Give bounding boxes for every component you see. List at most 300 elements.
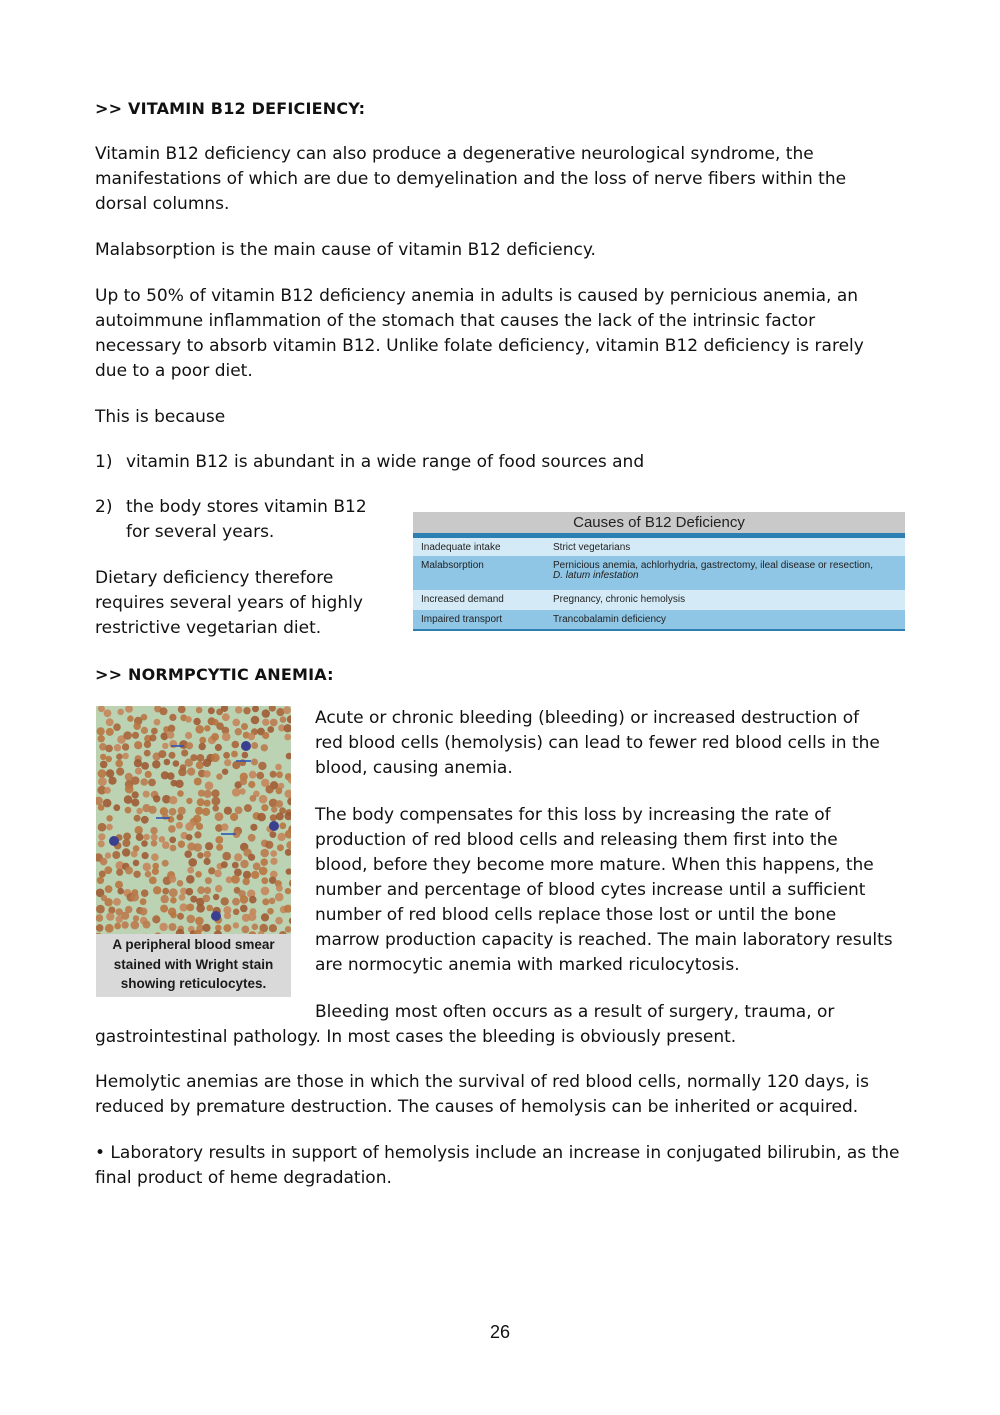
red-blood-cell xyxy=(277,833,285,841)
red-blood-cell xyxy=(106,728,114,736)
red-blood-cell xyxy=(134,815,141,822)
red-blood-cell xyxy=(248,781,255,788)
stained-cell xyxy=(109,836,119,846)
red-blood-cell xyxy=(260,858,268,866)
red-blood-cell xyxy=(251,871,259,879)
red-blood-cell xyxy=(251,759,258,766)
red-blood-cell xyxy=(100,754,106,760)
red-blood-cell xyxy=(158,750,166,758)
red-blood-cell xyxy=(195,871,202,878)
red-blood-cell xyxy=(169,875,176,882)
text-line: blood, causing anemia. xyxy=(315,758,513,778)
red-blood-cell xyxy=(194,831,201,838)
red-blood-cell xyxy=(222,769,228,775)
red-blood-cell xyxy=(161,895,169,903)
red-blood-cell xyxy=(113,898,121,906)
red-blood-cell xyxy=(164,759,171,766)
red-blood-cell xyxy=(132,732,139,739)
red-blood-cell xyxy=(215,744,222,751)
paragraph-b12-malabsorption: Malabsorption is the main cause of vitamin B12 deficiency. xyxy=(95,240,596,260)
red-blood-cell xyxy=(215,836,223,844)
red-blood-cell xyxy=(162,888,169,895)
list-number: 2) xyxy=(95,497,113,517)
red-blood-cell xyxy=(185,716,192,723)
red-blood-cell xyxy=(175,780,183,788)
red-blood-cell xyxy=(162,841,170,849)
red-blood-cell xyxy=(117,888,124,895)
red-blood-cell xyxy=(125,807,132,814)
red-blood-cell xyxy=(276,812,284,820)
red-blood-cell xyxy=(186,742,193,749)
red-blood-cell xyxy=(211,733,219,741)
red-blood-cell xyxy=(169,808,177,816)
red-blood-cell xyxy=(97,877,104,884)
table-row xyxy=(413,556,905,590)
red-blood-cell xyxy=(105,924,114,933)
table-cell-cause: Impaired transport xyxy=(421,614,503,625)
red-blood-cell xyxy=(114,744,121,751)
red-blood-cell xyxy=(125,867,133,875)
list-number: 1) xyxy=(95,452,113,472)
red-blood-cell xyxy=(277,844,284,851)
red-blood-cell xyxy=(240,860,248,868)
red-blood-cell xyxy=(114,923,121,930)
red-blood-cell xyxy=(123,731,132,740)
table-cell-cause: Inadequate intake xyxy=(421,542,501,553)
text-line: restrictive vegetarian diet. xyxy=(95,618,322,638)
paragraph-dietary-deficiency xyxy=(95,566,395,641)
list-text: vitamin B12 is abundant in a wide range of food sources and xyxy=(126,452,645,472)
caption-line: A peripheral blood smear xyxy=(112,937,275,952)
red-blood-cell xyxy=(179,894,186,901)
red-blood-cell xyxy=(108,777,116,785)
red-blood-cell xyxy=(150,827,157,834)
red-blood-cell xyxy=(248,854,255,861)
red-blood-cell xyxy=(151,728,158,735)
red-blood-cell xyxy=(205,781,214,790)
text-line: Dietary deficiency therefore xyxy=(95,568,334,588)
red-blood-cell xyxy=(143,834,150,841)
red-blood-cell xyxy=(133,871,140,878)
red-blood-cell xyxy=(121,921,128,928)
text-line: Up to 50% of vitamin B12 deficiency anemia in adults is caused by pernicious anemia, an xyxy=(95,286,859,306)
red-blood-cell xyxy=(250,824,257,831)
red-blood-cell xyxy=(243,878,250,885)
red-blood-cell xyxy=(261,913,269,921)
red-blood-cell xyxy=(251,742,258,749)
red-blood-cell xyxy=(204,851,211,858)
red-blood-cell xyxy=(240,905,248,913)
red-blood-cell xyxy=(202,895,210,903)
red-blood-cell xyxy=(240,895,249,904)
red-blood-cell xyxy=(106,912,114,920)
red-blood-cell xyxy=(194,778,202,786)
red-blood-cell xyxy=(270,814,277,821)
red-blood-cell xyxy=(262,898,269,905)
red-blood-cell xyxy=(211,789,219,797)
red-blood-cell xyxy=(106,718,114,726)
red-blood-cell xyxy=(169,837,176,844)
red-blood-cell xyxy=(143,921,151,929)
red-blood-cell xyxy=(248,733,256,741)
red-blood-cell xyxy=(276,771,283,778)
table-cell-line: Pernicious anemia, achlorhydria, gastrectomy, ileal disease or resection, xyxy=(553,560,873,571)
red-blood-cell xyxy=(280,716,287,723)
red-blood-cell xyxy=(145,771,152,778)
red-blood-cell xyxy=(221,861,228,868)
red-blood-cell xyxy=(131,851,138,858)
red-blood-cell xyxy=(235,806,243,814)
text-line: manifestations of which are due to demyelination and the loss of nerve fibers within the xyxy=(95,169,847,189)
red-blood-cell xyxy=(140,898,147,905)
red-blood-cell xyxy=(251,716,260,725)
red-blood-cell xyxy=(187,768,195,776)
red-blood-cell xyxy=(204,725,210,731)
red-blood-cell xyxy=(176,822,183,829)
table-row xyxy=(413,590,905,610)
red-blood-cell xyxy=(235,728,242,735)
red-blood-cell xyxy=(186,834,193,841)
red-blood-cell xyxy=(152,915,160,923)
red-blood-cell xyxy=(177,880,184,887)
red-blood-cell xyxy=(170,845,177,852)
list-text: for several years. xyxy=(126,522,275,542)
red-blood-cell xyxy=(185,732,192,739)
text-line: final product of heme degradation. xyxy=(95,1168,392,1188)
red-blood-cell xyxy=(141,714,148,721)
red-blood-cell xyxy=(283,706,291,714)
red-blood-cell xyxy=(195,725,204,734)
red-blood-cell xyxy=(122,743,129,750)
red-blood-cell xyxy=(136,833,144,841)
red-blood-cell xyxy=(222,713,230,721)
red-blood-cell xyxy=(261,877,268,884)
table-cell-example: Pregnancy, chronic hemolysis xyxy=(553,594,686,605)
red-blood-cell xyxy=(275,917,283,925)
red-blood-cell xyxy=(169,888,178,897)
text-line: number of red blood cells replace those lost or until the bone xyxy=(315,905,837,925)
blood-smear-image xyxy=(96,706,291,934)
text-line: Bleeding most often occurs as a result of surgery, trauma, or xyxy=(315,1002,835,1022)
text-line: Acute or chronic bleeding (bleeding) or increased destruction of xyxy=(315,708,860,728)
red-blood-cell xyxy=(250,795,257,802)
red-blood-cell xyxy=(187,915,196,924)
red-blood-cell xyxy=(203,770,210,777)
red-blood-cell xyxy=(173,760,180,767)
red-blood-cell xyxy=(223,924,231,932)
text-line: autoimmune inflammation of the stomach that causes the lack of the intrinsic factor xyxy=(95,311,816,331)
red-blood-cell xyxy=(117,709,124,716)
red-blood-cell xyxy=(141,840,148,847)
red-blood-cell xyxy=(133,915,139,921)
red-blood-cell xyxy=(204,800,211,807)
stained-cell xyxy=(269,821,279,831)
table-cell-cause: Malabsorption xyxy=(421,560,484,571)
paragraph-hemolytic-anemias xyxy=(95,1070,905,1120)
red-blood-cell xyxy=(212,797,221,806)
red-blood-cell xyxy=(169,714,176,721)
red-blood-cell xyxy=(197,852,203,858)
paragraph-this-is-because: This is because xyxy=(95,407,226,427)
red-blood-cell xyxy=(275,893,284,902)
red-blood-cell xyxy=(104,709,112,717)
red-blood-cell xyxy=(141,762,149,770)
red-blood-cell xyxy=(193,718,200,725)
table-title: Causes of B12 Deficiency xyxy=(413,512,905,533)
red-blood-cell xyxy=(196,761,204,769)
red-blood-cell xyxy=(170,912,177,919)
red-blood-cell xyxy=(177,814,184,821)
b12-causes-table xyxy=(413,512,905,631)
red-blood-cell xyxy=(214,870,222,878)
red-blood-cell xyxy=(284,734,291,741)
blood-smear-figure xyxy=(96,706,291,997)
red-blood-cell xyxy=(160,905,168,913)
red-blood-cell xyxy=(257,772,265,780)
red-blood-cell xyxy=(186,888,194,896)
red-blood-cell xyxy=(149,877,157,885)
red-blood-cell xyxy=(248,834,256,842)
red-blood-cell xyxy=(96,924,104,932)
red-blood-cell xyxy=(144,741,151,748)
red-blood-cell xyxy=(261,887,270,896)
red-blood-cell xyxy=(131,799,139,807)
red-blood-cell xyxy=(199,743,206,750)
red-blood-cell xyxy=(121,912,129,920)
red-blood-cell xyxy=(260,849,269,858)
figure-caption xyxy=(96,934,291,997)
red-blood-cell xyxy=(98,823,107,832)
red-blood-cell xyxy=(231,751,238,758)
red-blood-cell xyxy=(197,886,205,894)
red-blood-cell xyxy=(232,862,239,869)
red-blood-cell xyxy=(177,790,184,797)
red-blood-cell xyxy=(141,727,148,734)
red-blood-cell xyxy=(224,807,232,815)
red-blood-cell xyxy=(221,897,229,905)
red-blood-cell xyxy=(167,772,175,780)
red-blood-cell xyxy=(142,852,149,859)
text-line: dorsal columns. xyxy=(95,194,230,214)
text-line: • Laboratory results in support of hemolysis include an increase in conjugated bilirubin, as the xyxy=(95,1143,900,1163)
red-blood-cell xyxy=(270,858,277,865)
red-blood-cell xyxy=(223,752,230,759)
red-blood-cell xyxy=(159,836,166,843)
red-blood-cell xyxy=(133,723,140,730)
red-blood-cell xyxy=(213,894,219,900)
red-blood-cell xyxy=(106,815,112,821)
red-blood-cell xyxy=(135,768,142,775)
red-blood-cell xyxy=(188,858,197,867)
red-blood-cell xyxy=(259,795,268,804)
red-blood-cell xyxy=(243,871,251,879)
red-blood-cell xyxy=(168,825,176,833)
red-blood-cell xyxy=(187,867,194,874)
red-blood-cell xyxy=(186,904,194,912)
red-blood-cell xyxy=(285,888,291,894)
paragraph-bleeding-hemolysis xyxy=(315,706,910,781)
red-blood-cell xyxy=(177,913,184,920)
red-blood-cell xyxy=(204,790,212,798)
red-blood-cell xyxy=(97,727,105,735)
caption-line: showing reticulocytes. xyxy=(120,976,267,991)
text-line: Hemolytic anemias are those in which the survival of red blood cells, normally 120 days, is xyxy=(95,1072,869,1092)
red-blood-cell xyxy=(184,850,192,858)
red-blood-cell xyxy=(204,858,211,865)
red-blood-cell xyxy=(216,773,222,779)
red-blood-cell xyxy=(136,808,142,814)
red-blood-cell xyxy=(262,719,269,726)
red-blood-cell xyxy=(131,776,139,784)
red-blood-cell xyxy=(206,905,213,912)
table-cell-cause: Increased demand xyxy=(421,594,504,605)
red-blood-cell xyxy=(178,807,186,815)
red-blood-cell xyxy=(270,831,277,838)
red-blood-cell xyxy=(249,771,257,779)
red-blood-cell xyxy=(262,732,269,739)
red-blood-cell xyxy=(216,844,223,851)
table-cell-line: D. latum infestation xyxy=(553,570,639,581)
red-blood-cell xyxy=(265,841,273,849)
red-blood-cell xyxy=(208,707,215,714)
red-blood-cell xyxy=(122,839,130,847)
red-blood-cell xyxy=(276,800,284,808)
red-blood-cell xyxy=(105,885,113,893)
red-blood-cell xyxy=(232,741,240,749)
table-cell-example: Trancobalamin deficiency xyxy=(553,614,667,625)
red-blood-cell xyxy=(141,889,149,897)
red-blood-cell xyxy=(269,898,276,905)
paragraph-lab-results xyxy=(95,1141,910,1191)
red-blood-cell xyxy=(232,788,241,797)
red-blood-cell xyxy=(152,868,159,875)
heading-normocytic-anemia: >> NORMPCYTIC ANEMIA: xyxy=(95,665,334,684)
text-line: marrow production capacity is reached. The main laboratory results xyxy=(315,930,893,950)
red-blood-cell xyxy=(144,750,151,757)
red-blood-cell xyxy=(222,852,231,861)
red-blood-cell xyxy=(239,788,245,794)
red-blood-cell xyxy=(235,706,242,713)
red-blood-cell xyxy=(143,863,151,871)
red-blood-cell xyxy=(122,753,128,759)
red-blood-cell xyxy=(124,795,133,804)
red-blood-cell xyxy=(106,756,112,762)
red-blood-cell xyxy=(141,816,149,824)
table-cell-example xyxy=(553,556,898,581)
red-blood-cell xyxy=(267,908,274,915)
red-blood-cell xyxy=(115,760,123,768)
red-blood-cell xyxy=(98,735,105,742)
red-blood-cell xyxy=(122,848,130,856)
red-blood-cell xyxy=(160,707,168,715)
red-blood-cell xyxy=(134,741,142,749)
red-blood-cell xyxy=(261,804,268,811)
red-blood-cell xyxy=(241,723,248,730)
red-blood-cell xyxy=(202,808,210,816)
red-blood-cell xyxy=(269,924,277,932)
red-blood-cell xyxy=(244,804,252,812)
paragraph-bleeding-causes xyxy=(95,1000,905,1050)
red-blood-cell xyxy=(232,761,240,769)
red-blood-cell xyxy=(265,785,273,793)
stained-cell xyxy=(241,741,251,751)
red-blood-cell xyxy=(248,912,257,921)
red-blood-cell xyxy=(212,805,219,812)
red-blood-cell xyxy=(132,791,139,798)
text-line: The body compensates for this loss by increasing the rate of xyxy=(315,805,831,825)
red-blood-cell xyxy=(196,904,205,913)
red-blood-cell xyxy=(262,709,270,717)
red-blood-cell xyxy=(232,898,240,906)
red-blood-cell xyxy=(186,875,195,884)
red-blood-cell xyxy=(185,759,193,767)
red-blood-cell xyxy=(203,759,211,767)
red-blood-cell xyxy=(195,917,204,926)
red-blood-cell xyxy=(195,807,203,815)
red-blood-cell xyxy=(211,753,220,762)
red-blood-cell xyxy=(197,798,205,806)
text-line: production of red blood cells and releasing them first into the xyxy=(315,830,838,850)
red-blood-cell xyxy=(258,762,266,770)
red-blood-cell xyxy=(169,796,177,804)
red-blood-cell xyxy=(113,723,121,731)
paragraph-b12-neuro xyxy=(95,142,905,217)
red-blood-cell xyxy=(112,851,120,859)
red-blood-cell xyxy=(249,896,257,904)
red-blood-cell xyxy=(151,834,158,841)
red-blood-cell xyxy=(105,745,113,753)
red-blood-cell xyxy=(100,761,108,769)
text-line: Vitamin B12 deficiency can also produce a degenerative neurological syndrome, the xyxy=(95,144,814,164)
text-line: gastrointestinal pathology. In most cases the bleeding is obviously present. xyxy=(95,1027,737,1047)
red-blood-cell xyxy=(261,744,268,751)
red-blood-cell xyxy=(196,707,203,714)
red-blood-cell xyxy=(202,924,210,932)
red-blood-cell xyxy=(143,791,150,798)
red-blood-cell xyxy=(153,886,161,894)
text-line: necessary to absorb vitamin B12. Unlike folate deficiency, vitamin B12 deficiency is rarely xyxy=(95,336,864,356)
red-blood-cell xyxy=(196,823,203,830)
red-blood-cell xyxy=(152,760,160,768)
red-blood-cell xyxy=(178,768,186,776)
red-blood-cell xyxy=(233,922,239,928)
red-blood-cell xyxy=(276,885,283,892)
red-blood-cell xyxy=(276,787,283,794)
red-blood-cell xyxy=(257,813,266,822)
red-blood-cell xyxy=(221,823,228,830)
red-blood-cell xyxy=(275,764,282,771)
red-blood-cell xyxy=(232,719,240,727)
red-blood-cell xyxy=(139,908,147,916)
red-blood-cell xyxy=(204,887,211,894)
red-blood-cell xyxy=(215,812,224,821)
red-blood-cell xyxy=(270,771,277,778)
red-blood-cell xyxy=(181,749,188,756)
red-blood-cell xyxy=(240,778,247,785)
caption-line: stained with Wright stain xyxy=(113,956,274,972)
red-blood-cell xyxy=(98,769,107,778)
red-blood-cell xyxy=(169,740,177,748)
text-line: reduced by premature destruction. The causes of hemolysis can be inherited or acquired. xyxy=(95,1097,859,1117)
red-blood-cell xyxy=(135,826,143,834)
red-blood-cell xyxy=(224,759,231,766)
red-blood-cell xyxy=(205,842,213,850)
table-row xyxy=(413,610,905,631)
red-blood-cell xyxy=(231,875,240,884)
text-line: are normocytic anemia with marked riculocytosis. xyxy=(315,955,740,975)
red-blood-cell xyxy=(215,925,222,932)
red-blood-cell xyxy=(113,804,120,811)
